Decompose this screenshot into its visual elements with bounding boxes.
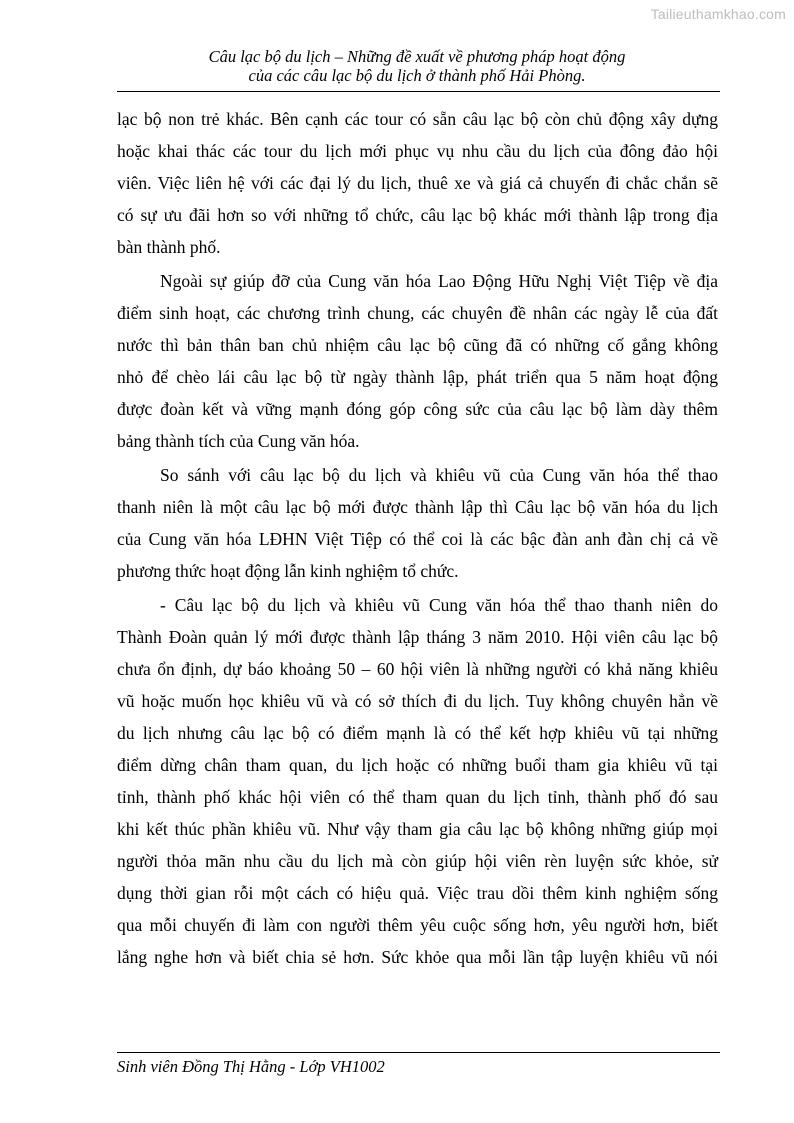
text-line: chưa ổn định, dự báo khoảng 50 – 60 hội viên là những người có khả năng khiêu <box>117 659 718 679</box>
paragraph-3 <box>117 459 718 587</box>
text-line: lạc bộ non trẻ khác. Bên cạnh các tour có sẵn câu lạc bộ còn chủ động xây dựng <box>117 109 718 129</box>
paragraph-1 <box>117 103 718 263</box>
text-line: thanh niên là một câu lạc bộ mới được thành lập thì Câu lạc bộ văn hóa du lịch <box>117 497 718 517</box>
header-line-1: Câu lạc bộ du lịch – Những đề xuất về phương pháp hoạt động <box>208 47 626 66</box>
document-body <box>117 103 718 973</box>
header-line-2: của các câu lạc bộ du lịch ở thành phố Hải Phòng. <box>248 66 586 85</box>
text-line: được đoàn kết và vững mạnh đóng góp công sức của câu lạc bộ làm dày thêm <box>117 399 718 419</box>
text-line: tỉnh, thành phố khác hội viên có thể tham quan du lịch tỉnh, thành phố đó sau <box>117 787 718 807</box>
text-line: - Câu lạc bộ du lịch và khiêu vũ Cung văn hóa thể thao thanh niên do <box>160 595 718 615</box>
text-line: du lịch nhưng câu lạc bộ có điểm mạnh là có thể kết hợp khiêu vũ tại những <box>117 723 718 743</box>
text-line: nhỏ để chèo lái câu lạc bộ từ ngày thành lập, phát triển qua 5 năm hoạt động <box>117 367 718 387</box>
text-line: Thành Đoàn quản lý mới được thành lập tháng 3 năm 2010. Hội viên câu lạc bộ <box>117 627 718 647</box>
page-footer: Sinh viên Đồng Thị Hằng - Lớp VH1002 <box>117 1057 385 1076</box>
text-line: bàn thành phố. <box>117 237 221 257</box>
text-line: nước thì bản thân ban chủ nhiệm câu lạc bộ cũng đã có những cố gắng không <box>117 335 718 355</box>
text-line: viên. Việc liên hệ với các đại lý du lịch, thuê xe và giá cả chuyến đi chắc chắn sẽ <box>117 173 718 193</box>
text-line: của Cung văn hóa LĐHN Việt Tiệp có thể coi là các bậc đàn anh đàn chị cả về <box>117 529 718 549</box>
text-line: điểm sinh hoạt, các chương trình chung, các chuyên đề nhân các ngày lễ của đất <box>117 303 718 323</box>
text-line: khi kết thúc phần khiêu vũ. Như vậy tham gia câu lạc bộ không những giúp mọi <box>117 819 718 839</box>
text-line: dụng thời gian rỗi một cách có hiệu quả. Việc trau dồi thêm kinh nghiệm sống <box>117 883 718 903</box>
text-line: lắng nghe hơn và biết chia sẻ hơn. Sức khỏe qua mỗi lần tập luyện khiêu vũ nói <box>117 947 718 967</box>
text-line: So sánh với câu lạc bộ du lịch và khiêu vũ của Cung văn hóa thể thao <box>160 465 718 485</box>
page-header <box>117 47 717 85</box>
text-line: điểm dừng chân tham quan, du lịch hoặc có những buổi tham gia khiêu vũ tại <box>117 755 718 775</box>
text-line: qua mỗi chuyến đi làm con người thêm yêu cuộc sống hơn, yêu người hơn, biết <box>117 915 718 935</box>
footer-divider <box>117 1052 720 1053</box>
paragraph-2 <box>117 265 718 457</box>
text-line: bảng thành tích của Cung văn hóa. <box>117 431 360 451</box>
paragraph-4 <box>117 589 718 973</box>
text-line: phương thức hoạt động lẫn kinh nghiệm tổ chức. <box>117 561 459 581</box>
header-divider <box>117 91 720 92</box>
watermark-text: Tailieuthamkhao.com <box>650 6 786 22</box>
text-line: Ngoài sự giúp đỡ của Cung văn hóa Lao Động Hữu Nghị Việt Tiệp về địa <box>160 271 718 291</box>
text-line: người thỏa mãn nhu cầu du lịch mà còn giúp hội viên rèn luyện sức khỏe, sử <box>117 851 718 871</box>
text-line: có sự ưu đãi hơn so với những tổ chức, câu lạc bộ khác mới thành lập trong địa <box>117 205 718 225</box>
text-line: vũ hoặc muốn học khiêu vũ và có sở thích đi du lịch. Tuy không chuyên hẳn về <box>117 691 718 711</box>
text-line: hoặc khai thác các tour du lịch mới phục vụ nhu cầu du lịch của đông đảo hội <box>117 141 718 161</box>
